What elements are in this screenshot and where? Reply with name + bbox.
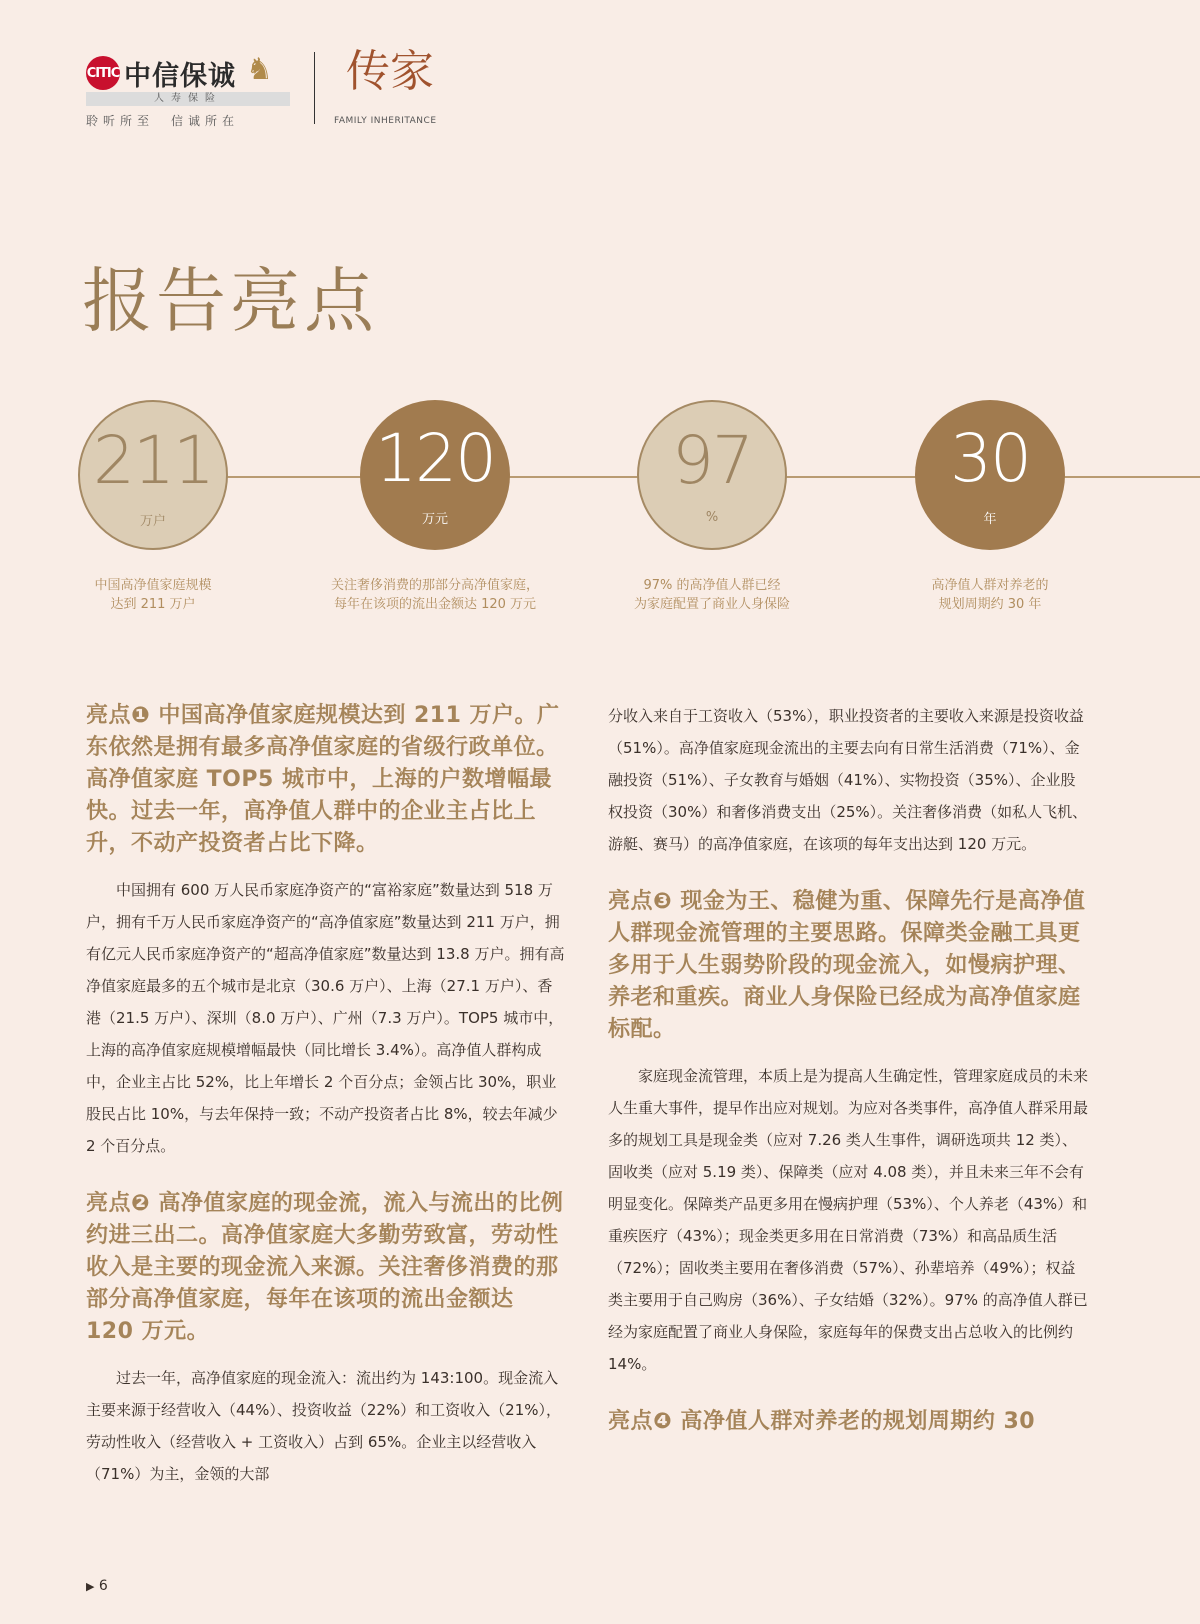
- stat-unit: 万户: [139, 514, 166, 529]
- stat-circle: [915, 400, 1065, 550]
- highlight-3-title: 亮点❸ 现金为王、稳健为重、保障先行是高净值人群现金流管理的主要思路。保障类金融工具更多用于人生弱势阶段的现金流入，如慢病护理、养老和重疾。商业人身保险已经成为高净值家庭标配。: [608, 889, 1086, 1042]
- brand-name: 中信保诚: [124, 61, 236, 92]
- stat-caption: 97% 的高净值人群已经 为家庭配置了商业人身保险: [633, 578, 790, 612]
- left-column: [86, 700, 566, 1516]
- right-column: [608, 700, 1088, 1452]
- family-inheritance-logo: 传家: [346, 46, 434, 97]
- citic-logo-icon: CITIC: [86, 56, 120, 90]
- highlight-1-body: 中国拥有 600 万人民币家庭净资产的“富裕家庭”数量达到 518 万户，拥有千万人民币家庭净资产的“高净值家庭”数量达到 211 万户，拥有亿元人民币家庭净资产的“超高净值家庭”数量达到 13.8 万户。拥有高净值家庭最多的五个城市是北京（30.6 万户）、上海（27.1 万户）、香港（21.5 万户）、深圳（8.0 万户）、广州（7.3 万户）。TOP5 城市中，上海的高净值家庭规模增幅最快（同比增长 3.4%）。高净值人群构成中，企业主占比 52%，比上年增长 2 个百分点；金领占比 30%，职业股民占比 10%，与去年保持一致；不动产投资者占比 8%，较去年减少 2 个百分点。: [86, 881, 565, 1155]
- page-number: 6: [98, 1578, 108, 1594]
- page-footer: [86, 1578, 108, 1594]
- highlight-1-title: 亮点❶ 中国高净值家庭规模达到 211 万户。广东依然是拥有最多高净值家庭的省级行政单位。高净值家庭 TOP5 城市中，上海的户数增幅最快。过去一年，高净值人群中的企业主占比上升，不动产投资者占比下降。: [86, 703, 560, 856]
- stat-circle: [360, 400, 510, 550]
- stat-unit: 年: [983, 512, 997, 527]
- stat-circle: [78, 400, 228, 550]
- stat-luxury-spending: [315, 400, 555, 614]
- highlight-3-badge: 亮点❸: [608, 889, 673, 914]
- highlight-2-badge: 亮点❷: [86, 1191, 151, 1216]
- highlight-2-title: 亮点❷ 高净值家庭的现金流，流入与流出的比例约进三出二。高净值家庭大多勤劳致富，劳动性收入是主要的现金流入来源。关注奢侈消费的那部分高净值家庭，每年在该项的流出金额达 120 万元。: [86, 1191, 564, 1344]
- stat-value: 211: [93, 422, 213, 499]
- family-inheritance-caption: FAMILY INHERITANCE: [334, 116, 437, 126]
- page-title: 报告亮点: [82, 260, 378, 342]
- mascot-icon: ♞: [246, 52, 273, 87]
- highlight-3-body: 家庭现金流管理，本质上是为提高人生确定性，管理家庭成员的未来人生重大事件，提早作出应对规划。为应对各类事件，高净值人群采用最多的规划工具是现金类（应对 7.26 类人生事件，调研选项共 12 类）、固收类（应对 5.19 类）、保障类（应对 4.08 类），并且未来三年不会有明显变化。保障类产品更多用在慢病护理（53%）、个人养老（43%）和重疾医疗（43%）；现金类更多用在日常消费（73%）和高品质生活（72%）；固收类主要用在奢侈消费（57%）、孙辈培养（49%）；权益类主要用于自己购房（36%）、子女结婚（32%）。97% 的高净值人群已经为家庭配置了商业人身保险，家庭每年的保费支出占总收入的比例约 14%。: [608, 1067, 1089, 1373]
- highlight-1-badge: 亮点❶: [86, 703, 151, 728]
- stat-unit: %: [705, 510, 719, 525]
- brand-subtitle: 人寿保险: [86, 92, 290, 106]
- stat-caption: 中国高净值家庭规模 达到 211 万户: [94, 578, 212, 612]
- highlight-2-body: 过去一年，高净值家庭的现金流入：流出约为 143:100。现金流入主要来源于经营收入（44%）、投资收益（22%）和工资收入（21%），劳动性收入（经营收入 + 工资收入）占到 65%。企业主以经营收入（71%）为主，金领的大部: [86, 1369, 562, 1483]
- brand-slogan: 聆听所至 信诚所在: [86, 114, 240, 128]
- header-divider: [314, 52, 315, 124]
- stat-value: 30: [950, 420, 1030, 497]
- stat-circle: [637, 400, 787, 550]
- stat-value: 120: [375, 420, 495, 497]
- stat-retirement-period: [870, 400, 1110, 614]
- highlight-4-title: 亮点❹ 高净值人群对养老的规划周期约 30: [608, 1409, 1036, 1434]
- highlight-2-body-continued: 分收入来自于工资收入（53%），职业投资者的主要收入来源是投资收益（51%）。高净值家庭现金流出的主要去向有日常生活消费（71%）、金融投资（51%）、子女教育与婚姻（41%）、实物投资（35%）、企业股权投资（30%）和奢侈消费支出（25%）。关注奢侈消费（如私人飞机、游艇、赛马）的高净值家庭，在该项的每年支出达到 120 万元。: [608, 707, 1088, 853]
- page-header: [86, 46, 486, 130]
- stat-caption: 关注奢侈消费的那部分高净值家庭， 每年在该项的流出金额达 120 万元: [330, 578, 539, 612]
- stat-caption: 高净值人群对养老的 规划周期约 30 年: [931, 578, 1049, 612]
- triangle-right-icon: ▶: [86, 1580, 95, 1593]
- stat-households: [33, 400, 273, 614]
- stat-unit: 万元: [421, 512, 448, 527]
- stat-insurance-rate: [592, 400, 832, 614]
- stat-value: 97: [672, 422, 752, 499]
- highlight-4-badge: 亮点❹: [608, 1409, 673, 1434]
